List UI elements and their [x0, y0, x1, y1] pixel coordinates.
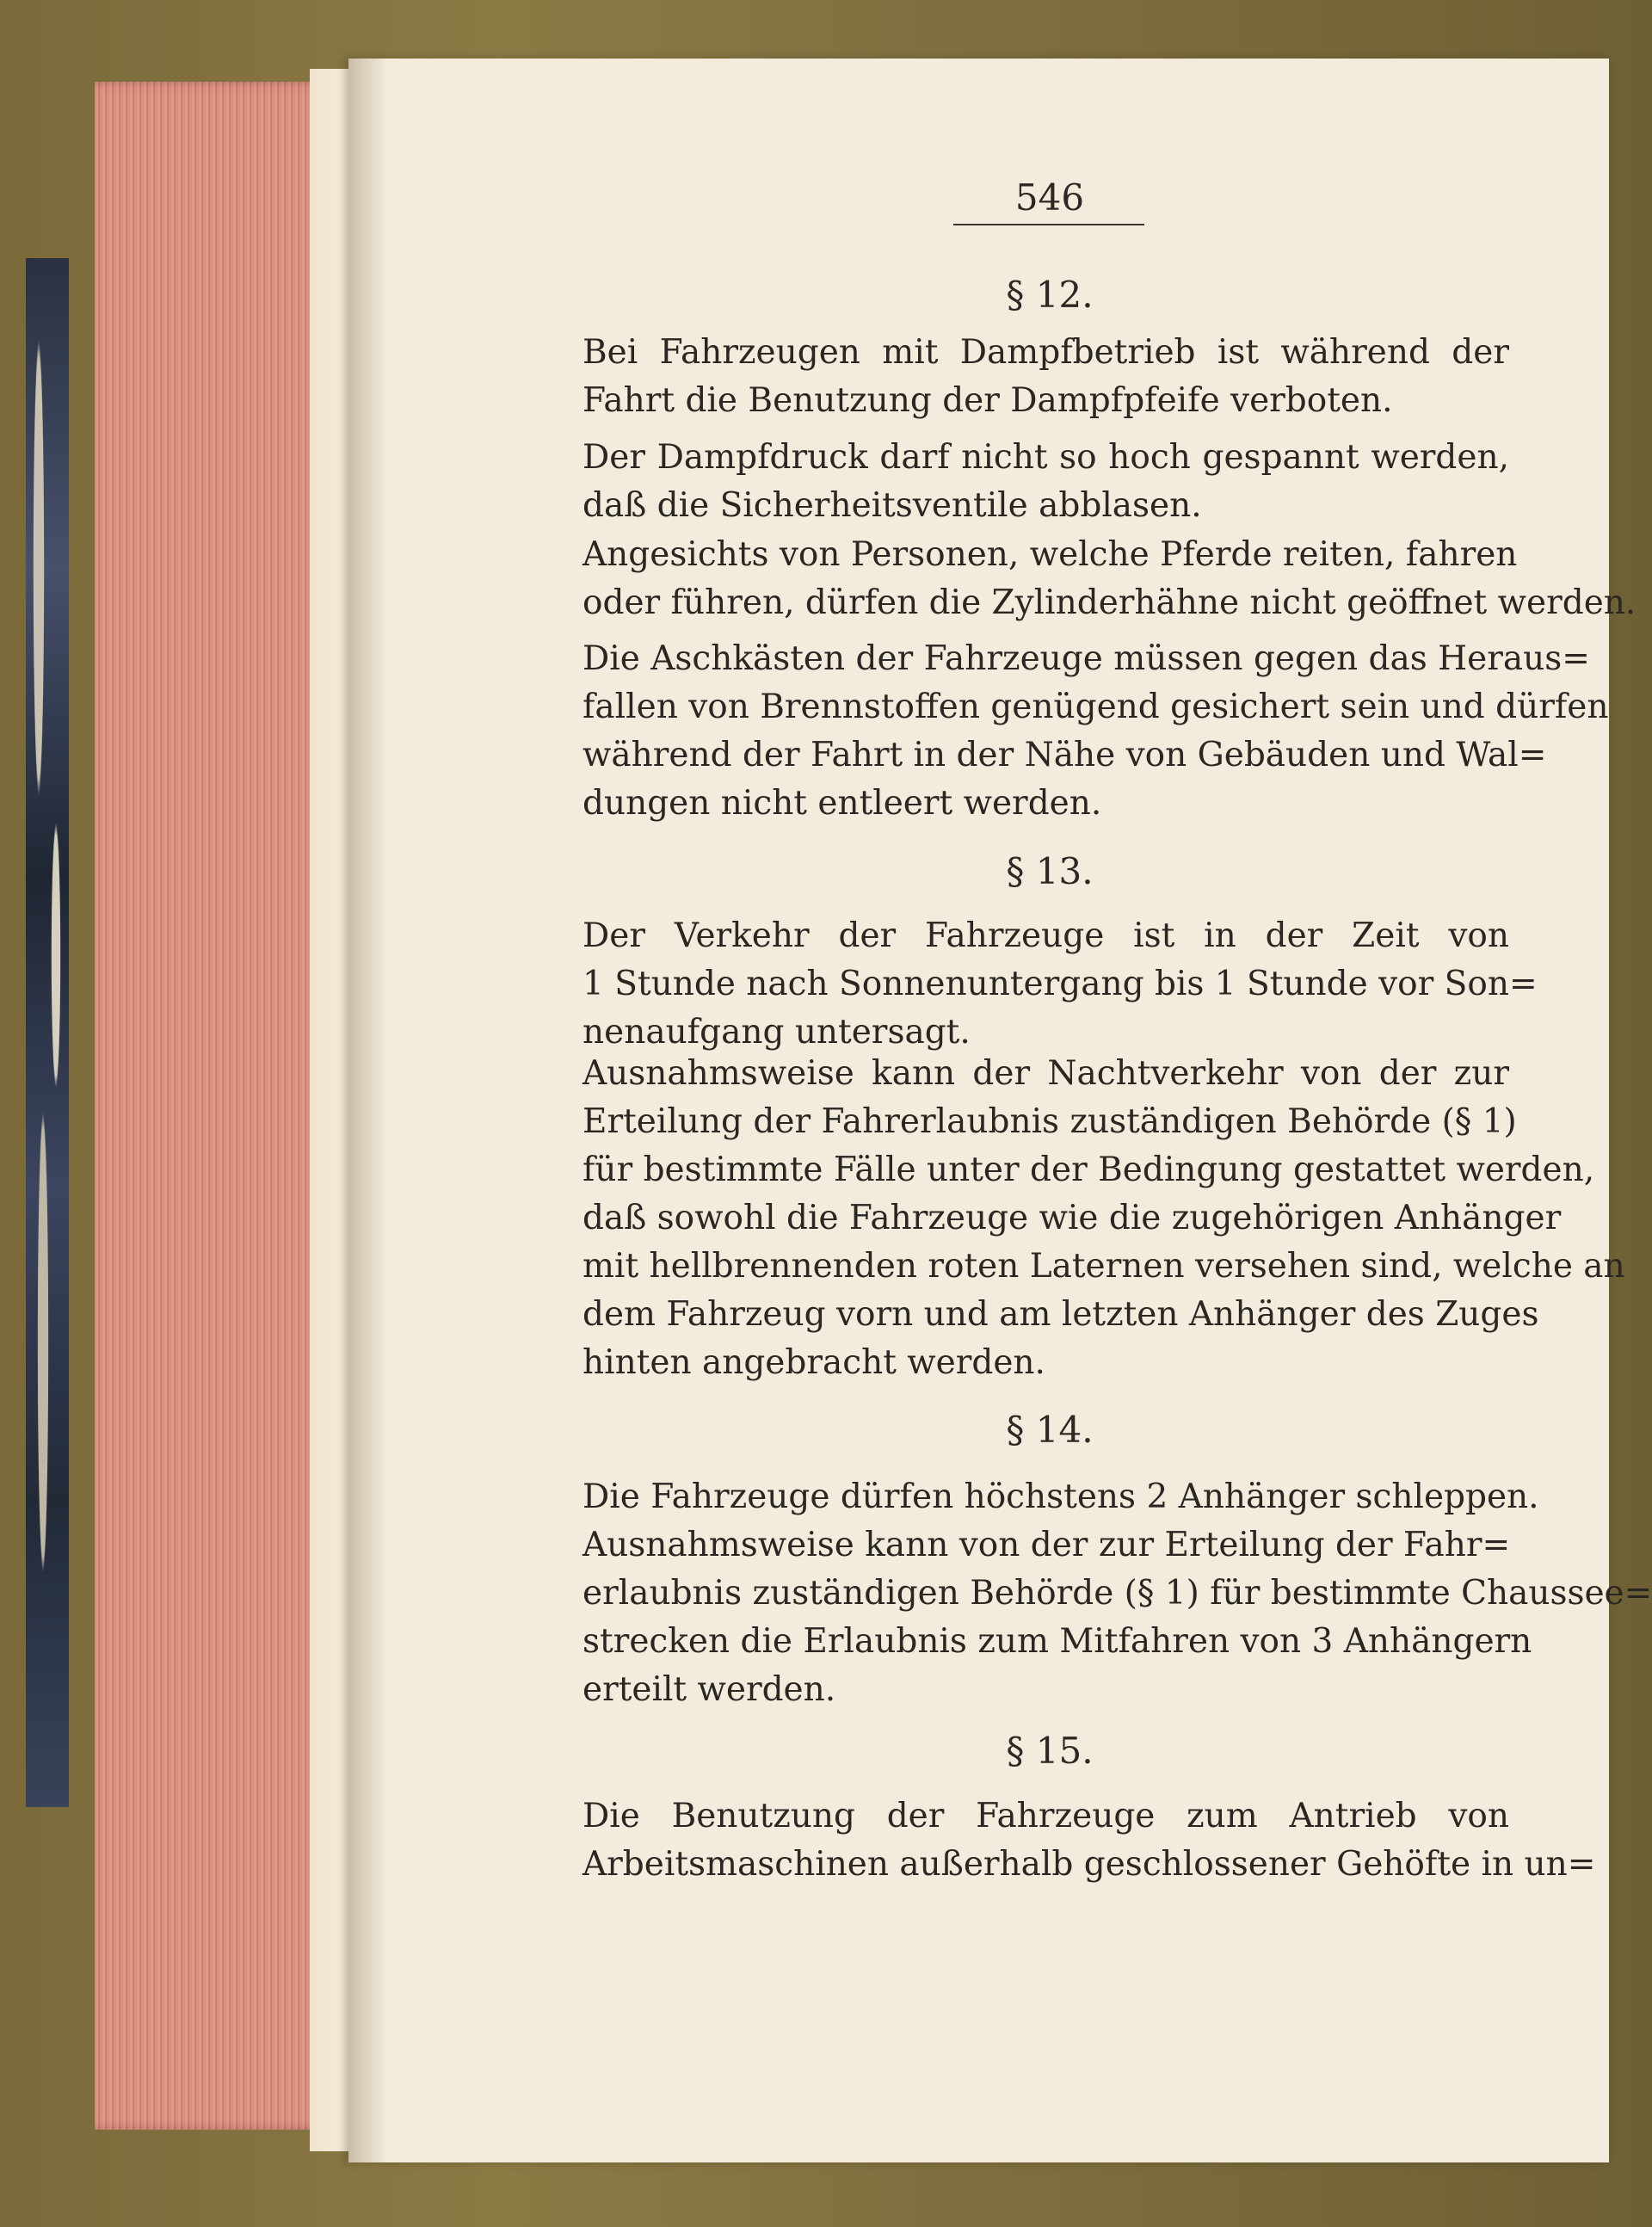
text-line: Die Benutzung der Fahrzeuge zum Antrieb von	[583, 1797, 1509, 1835]
section-15-paragraph-1	[583, 1792, 1596, 1889]
text-line: erteilt werden.	[583, 1670, 836, 1709]
text-line: oder führen, dürfen die Zylinderhähne nicht geöffnet werden.	[583, 583, 1637, 622]
section-14-paragraph-1	[583, 1473, 1652, 1714]
text-line: Der Verkehr der Fahrzeuge ist in der Zeit von	[583, 916, 1509, 955]
marbled-spine	[26, 258, 69, 1807]
page-number: 546	[1014, 176, 1085, 219]
text-line: während der Fahrt in der Nähe von Gebäuden und Wal=	[583, 736, 1547, 774]
text-line: daß sowohl die Fahrzeuge wie die zugehörigen Anhänger	[583, 1199, 1562, 1237]
section-13-paragraph-1	[583, 912, 1538, 1057]
text-line: Ausnahmsweise kann der Nachtverkehr von der zur	[583, 1054, 1509, 1093]
text-line: Die Fahrzeuge dürfen höchstens 2 Anhänger schleppen.	[583, 1477, 1539, 1516]
text-line: nenaufgang untersagt.	[583, 1013, 971, 1052]
text-line: strecken die Erlaubnis zum Mitfahren von 3 Anhängern	[583, 1622, 1532, 1661]
header-rule	[953, 224, 1144, 225]
text-line: für bestimmte Fälle unter der Bedingung gestattet werden,	[583, 1151, 1595, 1189]
section-12-paragraph-2	[583, 434, 1509, 530]
page-gutter-shadow	[348, 59, 387, 2162]
section-12-heading: § 12.	[1006, 274, 1094, 316]
section-12-paragraph-3	[583, 531, 1637, 627]
text-line: dungen nicht entleert werden.	[583, 784, 1102, 823]
text-line: Arbeitsmaschinen außerhalb geschlossener Gehöfte in un=	[583, 1845, 1596, 1884]
text-line: Bei Fahrzeugen mit Dampfbetrieb ist während der	[583, 333, 1509, 372]
text-line: mit hellbrennenden roten Laternen versehen sind, welche an	[583, 1247, 1625, 1286]
text-line: Der Dampfdruck darf nicht so hoch gespannt werden,	[583, 438, 1509, 477]
text-line: Angesichts von Personen, welche Pferde reiten, fahren	[583, 535, 1518, 574]
section-12-paragraph-4	[583, 635, 1609, 828]
text-line: hinten angebracht werden.	[583, 1343, 1045, 1382]
section-12-paragraph-1	[583, 329, 1509, 425]
text-line: erlaubnis zuständigen Behörde (§ 1) für bestimmte Chaussee=	[583, 1574, 1652, 1613]
section-13-paragraph-2	[583, 1050, 1625, 1387]
text-line: Ausnahmsweise kann von der zur Erteilung der Fahr=	[583, 1526, 1511, 1564]
text-line: daß die Sicherheitsventile abblasen.	[583, 486, 1202, 525]
text-line: 1 Stunde nach Sonnenuntergang bis 1 Stunde vor Son=	[583, 965, 1538, 1003]
section-15-heading: § 15.	[1006, 1730, 1094, 1772]
section-13-heading: § 13.	[1006, 850, 1094, 892]
text-line: fallen von Brennstoffen genügend gesichert sein und dürfen	[583, 688, 1609, 726]
text-line: dem Fahrzeug vorn und am letzten Anhänger des Zuges	[583, 1295, 1539, 1334]
section-14-heading: § 14.	[1006, 1409, 1094, 1451]
text-line: Erteilung der Fahrerlaubnis zuständigen Behörde (§ 1)	[583, 1102, 1517, 1141]
text-line: Die Aschkästen der Fahrzeuge müssen gegen das Heraus=	[583, 639, 1590, 678]
text-line: Fahrt die Benutzung der Dampfpfeife verboten.	[583, 381, 1393, 420]
